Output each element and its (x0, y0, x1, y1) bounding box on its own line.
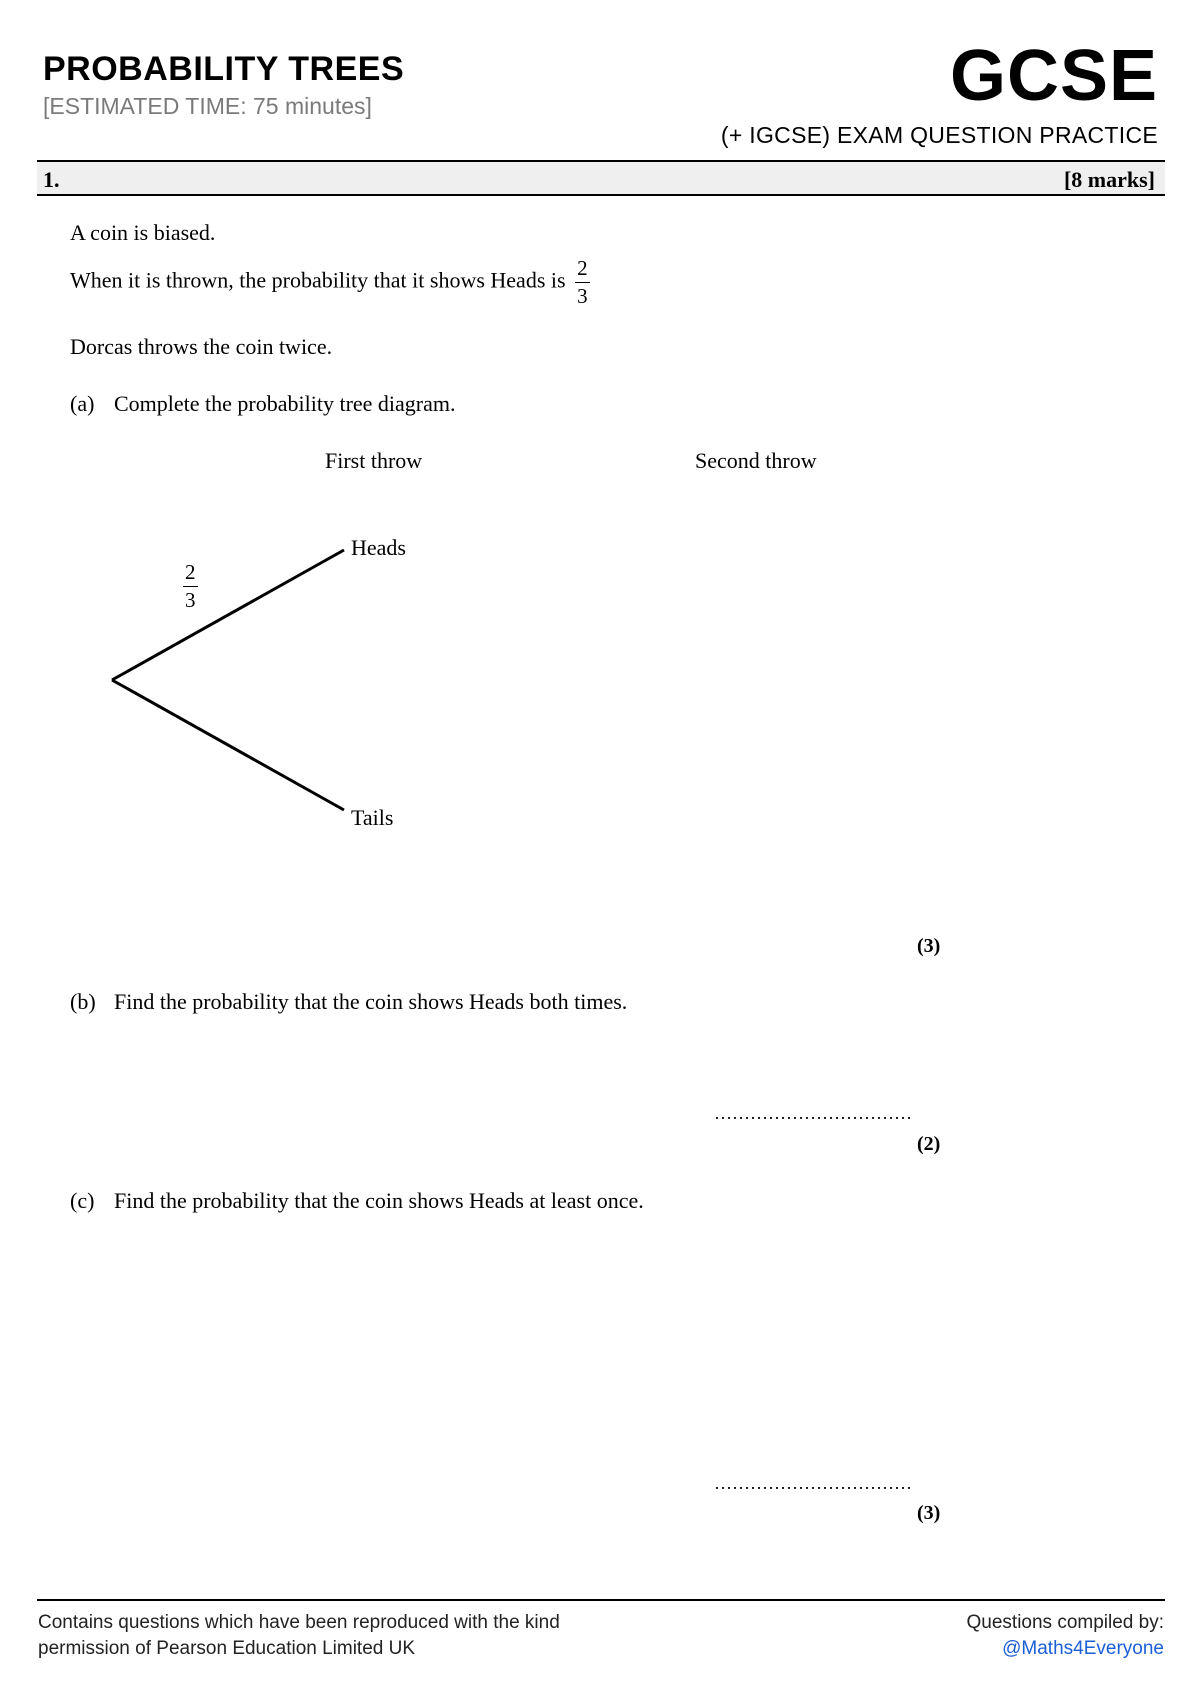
part-b (70, 989, 627, 1015)
estimated-time: [ESTIMATED TIME: 75 minutes] (43, 93, 372, 119)
part-b-text: Find the probability that the coin shows Heads both times. (114, 989, 628, 1014)
branch-tails (112, 680, 344, 810)
second-throw-heading: Second throw (695, 448, 817, 473)
footer-attribution-line-1: Contains questions which have been reproduced with the kind (38, 1612, 560, 1633)
part-a-label: (a) (70, 391, 95, 416)
part-c-answer-line[interactable]: …………………………… (714, 1473, 912, 1493)
part-b-marks: (2) (917, 1133, 941, 1155)
branch-fraction-numerator: 2 (183, 562, 198, 587)
worksheet-title: PROBABILITY TREES (43, 50, 405, 88)
part-c (70, 1188, 644, 1214)
intro-line-1: A coin is biased. (70, 220, 216, 245)
footer-credits-label: Questions compiled by: (966, 1612, 1164, 1633)
question-number: 1. (43, 167, 60, 192)
branch-heads-probability (183, 562, 198, 611)
branch-heads (112, 550, 344, 680)
intro-line-2-text: When it is thrown, the probability that it shows Heads is (70, 267, 566, 293)
footer-attribution-line-2: permission of Pearson Education Limited UK (38, 1638, 416, 1659)
part-a-marks: (3) (917, 935, 941, 957)
fraction-denominator: 3 (577, 284, 588, 308)
branch-tails-label: Tails (351, 805, 394, 830)
exam-practice-subtitle: (+ IGCSE) EXAM QUESTION PRACTICE (720, 122, 1158, 148)
footer-attribution (38, 1610, 560, 1662)
branch-heads-fraction (183, 562, 198, 611)
footer-credits (967, 1610, 1165, 1662)
footer-divider (37, 1599, 1165, 1601)
part-b-label: (b) (70, 989, 96, 1014)
author-handle-link[interactable]: @Maths4Everyone (1002, 1638, 1164, 1659)
intro-line-3: Dorcas throws the coin twice. (70, 334, 333, 359)
part-b-answer-line[interactable]: …………………………… (714, 1103, 912, 1123)
question-total-marks: [8 marks] (1063, 167, 1155, 192)
part-c-text: Find the probability that the coin shows Heads at least once. (114, 1188, 644, 1213)
part-c-label: (c) (70, 1188, 95, 1213)
first-throw-heading: First throw (325, 448, 423, 473)
part-c-marks: (3) (917, 1502, 941, 1524)
part-a-text: Complete the probability tree diagram. (114, 391, 456, 416)
fraction-numerator: 2 (575, 258, 590, 283)
branch-heads-label: Heads (351, 535, 406, 560)
brand-logo-text: GCSE (949, 36, 1158, 116)
branch-fraction-denominator: 3 (185, 588, 196, 612)
